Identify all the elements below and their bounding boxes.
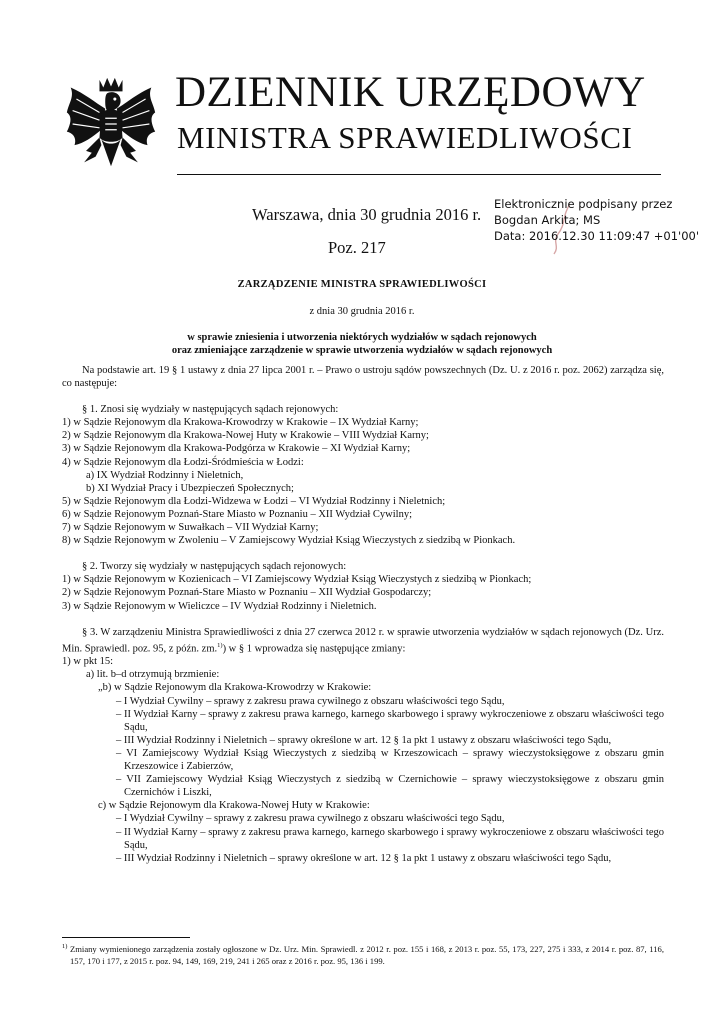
department-item: – II Wydział Karny – sprawy z zakresu prawa karnego, karnego skarbowego i sprawy wykroczeniowe z obszaru właściwości tego Sądu,	[116, 826, 664, 851]
court-header: c) w Sądzie Rejonowym dla Krakowa-Nowej Huty w Krakowie:	[98, 800, 370, 812]
list-item: 7) w Sądzie Rejonowym w Suwałkach – VII Wydział Karny;	[62, 522, 319, 534]
polish-eagle-emblem-icon	[63, 74, 159, 174]
signature-line: Bogdan Arkita; MS	[494, 213, 601, 227]
act-subject-line: w sprawie zniesienia i utworzenia niektórych wydziałów w sądach rejonowych	[187, 332, 537, 343]
act-subject	[0, 331, 724, 357]
journal-subtitle: MINISTRA SPRAWIEDLIWOŚCI	[177, 120, 633, 155]
issue-position: Poz. 217	[328, 238, 386, 257]
list-item: 2) w Sądzie Rejonowym Poznań-Stare Miasto w Poznaniu – XII Wydział Gospodarczy;	[62, 587, 432, 599]
list-item: 8) w Sądzie Rejonowym w Zwoleniu – V Zamiejscowy Wydział Ksiąg Wieczystych z siedzibą w Pionkach.	[62, 535, 516, 547]
list-item: 6) w Sądzie Rejonowym Poznań-Stare Miasto w Poznaniu – XII Wydział Cywilny;	[62, 508, 412, 520]
list-subitem: b) XI Wydział Pracy i Ubezpieczeń Społecznych;	[86, 482, 294, 494]
list-subitem: a) IX Wydział Rodzinny i Nieletnich,	[86, 469, 244, 481]
signature-line: Data: 2016.12.30 11:09:47 +01'00'	[494, 229, 700, 243]
list-item: 5) w Sądzie Rejonowym dla Łodzi-Widzewa w Łodzi – VI Wydział Rodzinny i Nieletnich;	[62, 495, 446, 507]
act-subject-line: oraz zmieniające zarządzenie w sprawie utworzenia wydziałów w sądach rejonowych	[171, 345, 553, 356]
department-item: – I Wydział Cywilny – sprawy z zakresu prawa cywilnego z obszaru właściwości tego Sądu,	[116, 695, 505, 707]
department-item: – III Wydział Rodzinny i Nieletnich – sprawy określone w art. 12 § 1a pkt 1 ustawy z obszaru właściwości tego Sądu,	[116, 734, 612, 746]
department-item: – I Wydział Cywilny – sprawy z zakresu prawa cywilnego z obszaru właściwości tego Sądu,	[116, 813, 505, 825]
issue-place-date: Warszawa, dnia 30 grudnia 2016 r.	[252, 205, 482, 224]
act-title: ZARZĄDZENIE MINISTRA SPRAWIEDLIWOŚCI	[237, 279, 487, 290]
footnote-divider	[62, 937, 190, 938]
electronic-signature	[494, 196, 699, 244]
list-item: 3) w Sądzie Rejonowym dla Krakowa-Podgórza w Krakowie – XI Wydział Karny;	[62, 443, 411, 455]
section-3-intro	[62, 626, 664, 656]
department-item: – VII Zamiejscowy Wydział Ksiąg Wieczystych z siedzibą w Czernichowie – sprawy wieczystoksięgowe z obszaru gmin Czernichów i Liszki,	[116, 774, 664, 799]
list-item: 2) w Sądzie Rejonowym dla Krakowa-Nowej Huty w Krakowie – VIII Wydział Karny;	[62, 430, 429, 442]
list-item: 1) w Sądzie Rejonowym w Kozienicach – VI Zamiejscowy Wydział Ksiąg Wieczystych z siedzibą w Pionkach;	[62, 574, 532, 586]
act-date: z dnia 30 grudnia 2016 r.	[309, 306, 415, 317]
department-item: – III Wydział Rodzinny i Nieletnich – sprawy określone w art. 12 § 1a pkt 1 ustawy z obszaru właściwości tego Sądu,	[116, 852, 612, 864]
section-2-intro: § 2. Tworzy się wydziały w następujących sądach rejonowych:	[82, 561, 347, 573]
section-1-intro: § 1. Znosi się wydziały w następujących sądach rejonowych:	[82, 404, 339, 416]
journal-title: DZIENNIK URZĘDOWY	[175, 69, 646, 116]
footnote	[62, 941, 664, 967]
department-item: – VI Zamiejscowy Wydział Ksiąg Wieczystych z siedzibą w Krzeszowicach – sprawy wieczystoksięgowe z obszaru gmin Krzeszowice i Zabierzów,	[116, 747, 664, 773]
preamble: Na podstawie art. 19 § 1 ustawy z dnia 27 lipca 2001 r. – Prawo o ustroju sądów powszechnych (Dz. U. z 2016 r. poz. 2062) zarządza się, co następuje:	[62, 365, 664, 390]
section-3-intro-text: § 3. W zarządzeniu Ministra Sprawiedliwości z dnia 27 czerwca 2012 r. w sprawie utworzenia wydziałów w sądach rejonowych (Dz. Urz. Min. Sprawiedl. poz. 95, z późn. zm.	[62, 626, 664, 655]
footnote-text: Zmiany wymienionego zarządzenia zostały ogłoszone w Dz. Urz. Min. Sprawiedl. z 2012 r. poz. 155 i 168, z 2013 r. poz. 55, 173, 227, 275 i 333, z 2014 r. poz. 87, 116, 157, 170 i 177, z 2015 r. poz. 94, 149, 169, 219, 241 i 265 oraz z 2016 r. poz. 95, 136 i 199.	[67, 943, 664, 966]
list-item: 1) w pkt 15:	[62, 656, 114, 668]
list-subitem: a) lit. b–d otrzymują brzmienie:	[86, 669, 220, 681]
department-item: – II Wydział Karny – sprawy z zakresu prawa karnego, karnego skarbowego i sprawy wykroczeniowe z obszaru właściwości tego Sądu,	[116, 708, 664, 733]
signature-line: Elektronicznie podpisany przez	[494, 197, 673, 211]
section-3-intro-text: ) w § 1 wprowadza się następujące zmiany:	[222, 643, 406, 655]
footnote-marker: 1)	[62, 943, 68, 950]
court-header: „b) w Sądzie Rejonowym dla Krakowa-Krowodrzy w Krakowie:	[98, 682, 372, 694]
footnote-reference: 1)	[217, 641, 223, 649]
document-body	[62, 364, 664, 865]
list-item: 4) w Sądzie Rejonowym dla Łodzi-Śródmieścia w Łodzi:	[62, 456, 304, 468]
list-item: 3) w Sądzie Rejonowym w Wieliczce – IV Wydział Rodzinny i Nieletnich.	[62, 600, 377, 612]
list-item: 1) w Sądzie Rejonowym dla Krakowa-Krowodrzy w Krakowie – IX Wydział Karny;	[62, 417, 419, 429]
masthead-divider	[177, 174, 661, 175]
